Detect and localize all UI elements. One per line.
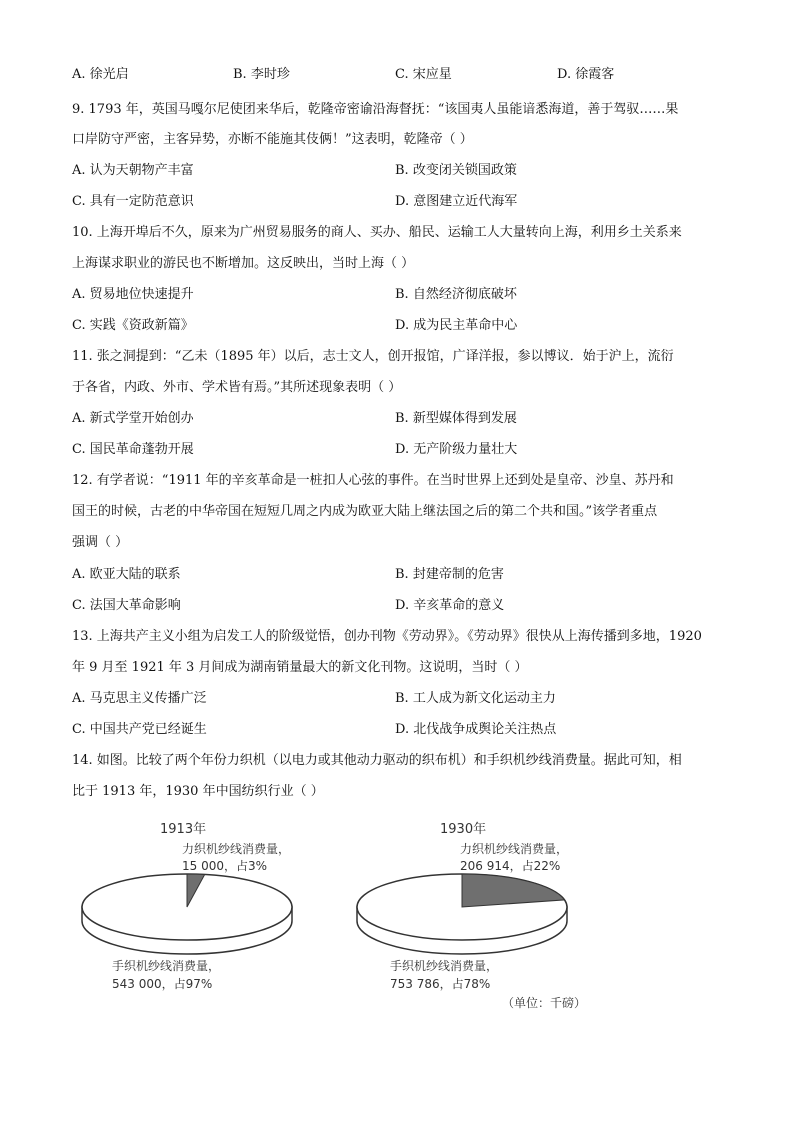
power-loom-value-1930: 206 914，占22% <box>460 859 561 873</box>
q8-option-c[interactable]: C. 宋应星 <box>395 67 452 82</box>
power-loom-label-1930: 力织机纱线消费量， <box>460 842 569 856</box>
q9-option-a[interactable]: A. 认为天朝物产丰富 <box>72 163 194 178</box>
q12-option-c[interactable]: C. 法国大革命影响 <box>72 598 181 613</box>
hand-loom-label-1930: 手织机纱线消费量， <box>390 959 499 973</box>
q11-option-d[interactable]: D. 无产阶级力量壮大 <box>395 442 518 457</box>
pie-title-1913: 1913年 <box>160 822 207 837</box>
hand-loom-label-1913: 手织机纱线消费量， <box>112 959 221 973</box>
q8-option-d[interactable]: D. 徐霞客 <box>557 67 615 82</box>
pie-title-1930: 1930年 <box>440 822 487 837</box>
q9-option-c[interactable]: C. 具有一定防范意识 <box>72 194 194 209</box>
power-loom-value-1913: 15 000，占3% <box>182 859 268 873</box>
unit-note: （单位：千磅） <box>502 996 587 1010</box>
q9-stem-line-1: 9. 1793 年，英国马嘎尔尼使团来华后，乾隆帝密谕沿海督抚：“该国夷人虽能谙悉海道，善于驾驭……果 <box>72 102 679 117</box>
yarn-consumption-figure <box>72 812 712 1022</box>
q14-stem-line-2: 比于 1913 年，1930 年中国纺织行业（ ） <box>72 784 324 799</box>
q13-option-b[interactable]: B. 工人成为新文化运动主力 <box>395 691 556 706</box>
q9-option-d[interactable]: D. 意图建立近代海军 <box>395 194 518 209</box>
q11-option-b[interactable]: B. 新型媒体得到发展 <box>395 411 517 426</box>
q12-stem-line-2: 国王的时候，古老的中华帝国在短短几周之内成为欧亚大陆上继法国之后的第二个共和国。”该学者重点 <box>72 504 658 519</box>
q12-stem-line-3: 强调（ ） <box>72 535 129 550</box>
hand-loom-value-1930: 753 786，占78% <box>390 977 491 991</box>
q8-option-a[interactable]: A. 徐光启 <box>72 67 129 82</box>
q14-stem-line-1: 14. 如图。比较了两个年份力织机（以电力或其他动力驱动的织布机）和手织机纱线消费量。据此可知，相 <box>72 753 682 768</box>
q10-option-c[interactable]: C. 实践《资政新篇》 <box>72 318 194 333</box>
q8-option-b[interactable]: B. 李时珍 <box>233 67 290 82</box>
q9-option-b[interactable]: B. 改变闭关锁国政策 <box>395 163 517 178</box>
q13-stem-line-2: 年 9 月至 1921 年 3 月间成为湖南销量最大的新文化刊物。这说明，当时（ ） <box>72 660 528 675</box>
q13-option-c[interactable]: C. 中国共产党已经诞生 <box>72 722 207 737</box>
q10-option-a[interactable]: A. 贸易地位快速提升 <box>72 287 194 302</box>
q12-stem-line-1: 12. 有学者说：“1911 年的辛亥革命是一桩扣人心弦的事件。在当时世界上还到处是皇帝、沙皇、苏丹和 <box>72 473 674 488</box>
q10-option-d[interactable]: D. 成为民主革命中心 <box>395 318 518 333</box>
pie-chart-1913 <box>82 821 292 991</box>
q11-stem-line-1: 11. 张之洞提到：“乙未（1895 年）以后，志士文人，创开报馆，广译洋报，参以博议．始于沪上，流衍 <box>72 349 674 364</box>
q9-stem-line-2: 口岸防守严密，主客异势，亦断不能施其伎俩！”这表明，乾隆帝（ ） <box>72 132 473 147</box>
q12-option-a[interactable]: A. 欧亚大陆的联系 <box>72 567 181 582</box>
q10-option-b[interactable]: B. 自然经济彻底破坏 <box>395 287 517 302</box>
q11-stem-line-2: 于各省，内政、外市、学术皆有焉。”其所述现象表明（ ） <box>72 380 402 395</box>
q10-stem-line-2: 上海谋求职业的游民也不断增加。这反映出，当时上海（ ） <box>72 256 415 271</box>
hand-loom-value-1913: 543 000，占97% <box>112 977 213 991</box>
q13-option-a[interactable]: A. 马克思主义传播广泛 <box>72 691 207 706</box>
power-loom-label-1913: 力织机纱线消费量， <box>182 842 291 856</box>
q11-option-a[interactable]: A. 新式学堂开始创办 <box>72 411 194 426</box>
q13-option-d[interactable]: D. 北伐战争成舆论关注热点 <box>395 722 557 737</box>
q11-option-c[interactable]: C. 国民革命蓬勃开展 <box>72 442 194 457</box>
pie-chart-1930 <box>357 821 568 991</box>
q13-stem-line-1: 13. 上海共产主义小组为启发工人的阶级觉悟，创办刊物《劳动界》。《劳动界》很快从上海传播到多地，1920 <box>72 629 702 644</box>
q12-option-d[interactable]: D. 辛亥革命的意义 <box>395 598 505 613</box>
q10-stem-line-1: 10. 上海开埠后不久，原来为广州贸易服务的商人、买办、船民、运输工人大量转向上海，利用乡土关系来 <box>72 225 682 240</box>
q12-option-b[interactable]: B. 封建帝制的危害 <box>395 567 504 582</box>
